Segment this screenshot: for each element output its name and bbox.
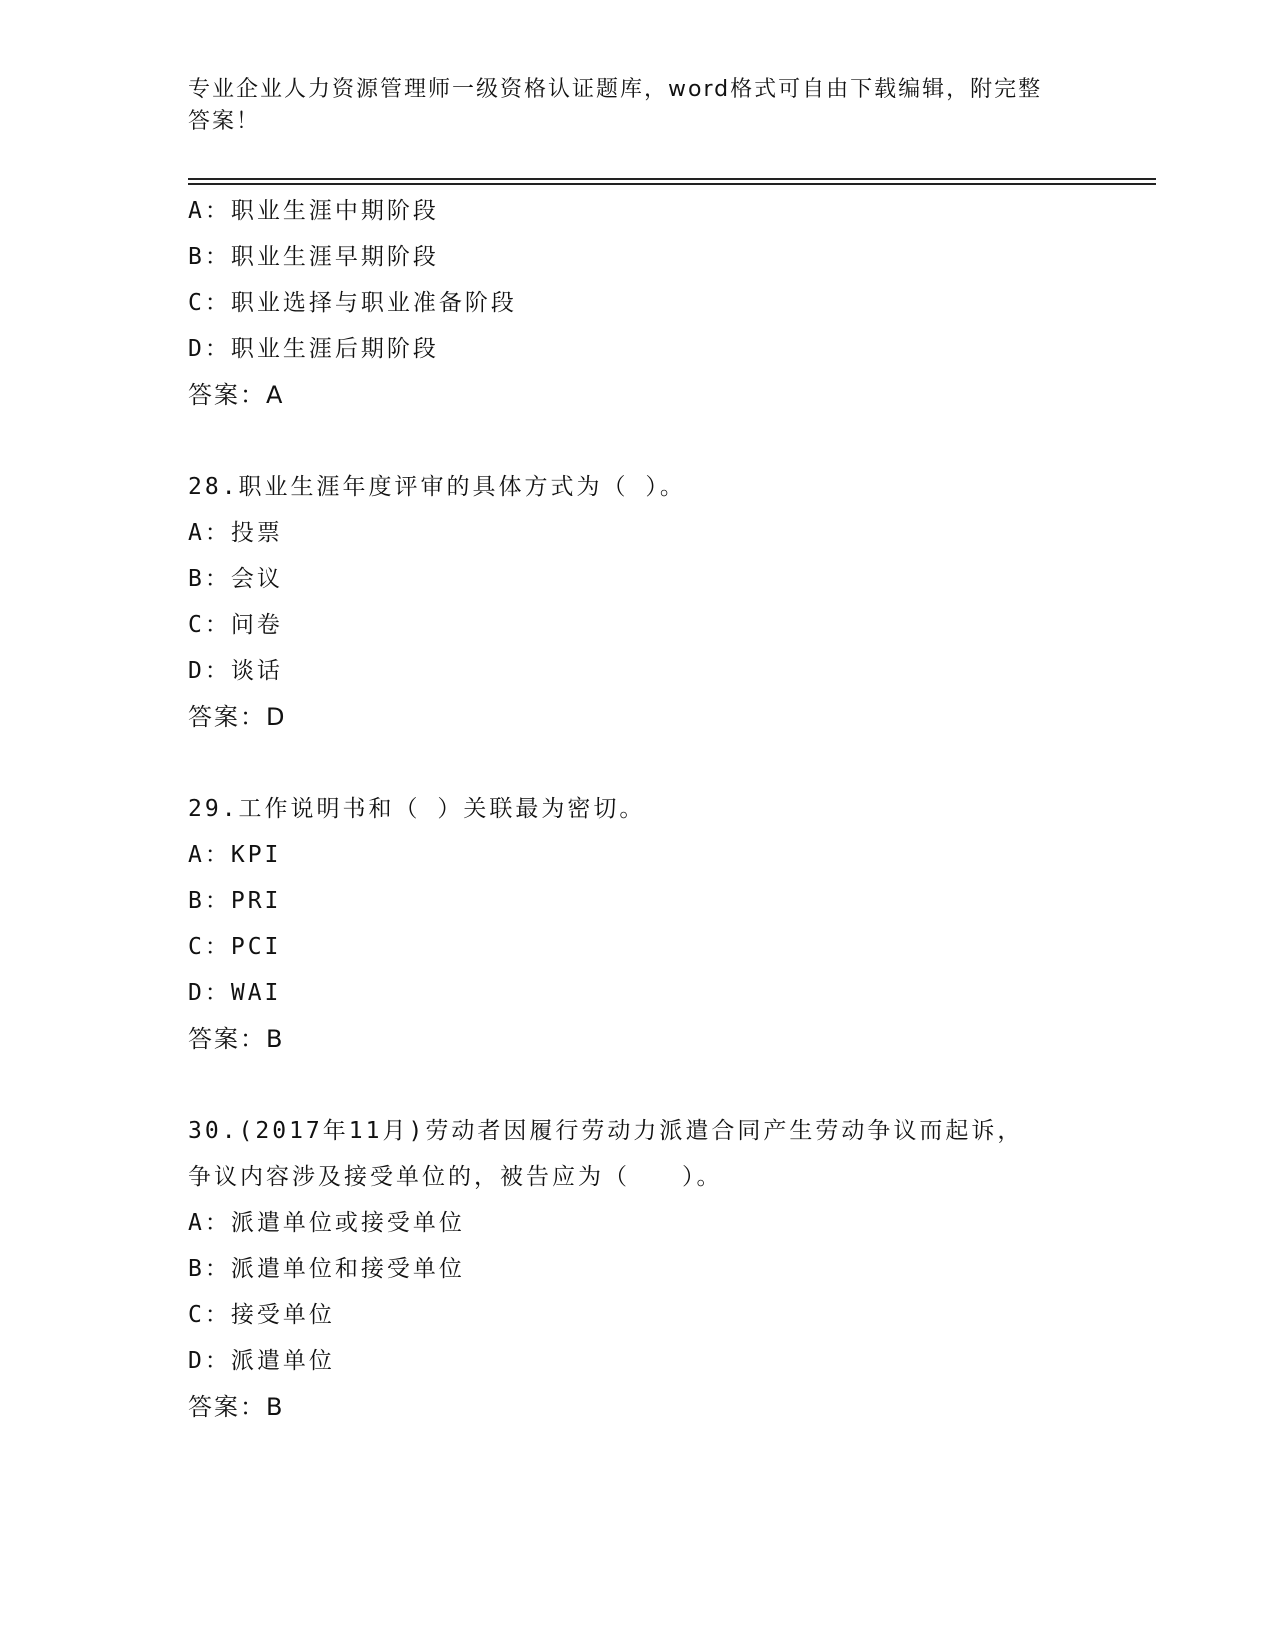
option-c: C：职业选择与职业准备阶段 [188,290,517,316]
question-text: 29.工作说明书和（ ）关联最为密切。 [188,796,646,822]
option-a: A：投票 [188,520,283,546]
option-a: A：派遣单位或接受单位 [188,1210,465,1236]
spacer [188,740,1148,786]
header-line-1: 专业企业人力资源管理师一级资格认证题库，word格式可自由下载编辑，附完整 [188,77,1043,102]
question-29-block [188,786,1148,1062]
question-30-block [188,1108,1148,1430]
option-c: C：问卷 [188,612,283,638]
question-text-line-2: 争议内容涉及接受单位的，被告应为（ ）。 [188,1164,723,1190]
option-a: A：KPI [188,842,282,868]
option-d: D：派遣单位 [188,1348,335,1374]
option-d: D：谈话 [188,658,283,684]
option-b: B：派遣单位和接受单位 [188,1256,465,1282]
question-text-line-1: 30.(2017年11月)劳动者因履行劳动力派遣合同产生劳动争议而起诉， [188,1118,1024,1144]
option-c: C：PCI [188,934,282,960]
answer-line: 答案：B [188,1393,285,1421]
answer-line: 答案：A [188,381,285,409]
spacer [188,418,1148,464]
spacer [188,1062,1148,1108]
answer-line: 答案：B [188,1025,285,1053]
header-divider-bottom [188,183,1156,185]
option-b: B：PRI [188,888,282,914]
header-divider-top [188,178,1156,180]
option-d: D：WAI [188,980,282,1006]
document-header [188,74,1088,138]
question-28-block [188,464,1148,740]
question-list [188,188,1148,1430]
answer-line: 答案：D [188,703,287,731]
header-line-2: 答案！ [188,109,261,134]
option-a: A：职业生涯中期阶段 [188,198,439,224]
question-text: 28.职业生涯年度评审的具体方式为（ ）。 [188,474,686,500]
option-b: B：职业生涯早期阶段 [188,244,439,270]
question-27-block [188,188,1148,418]
option-d: D：职业生涯后期阶段 [188,336,439,362]
option-b: B：会议 [188,566,283,592]
option-c: C：接受单位 [188,1302,335,1328]
